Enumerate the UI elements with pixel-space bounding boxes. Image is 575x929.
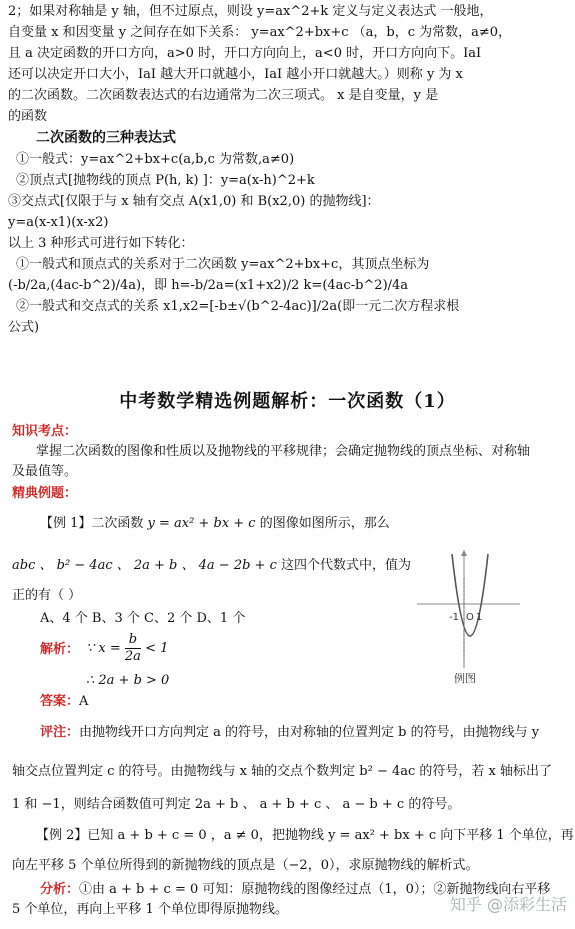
para-line: y=a(x-x1)(x-x2) — [8, 215, 109, 230]
para-line: 掌握二次函数的图像和性质以及抛物线的平移规律；会确定抛物线的顶点坐标、对称轴 — [36, 444, 531, 459]
example1-formula: y = ax² + bx + c — [147, 516, 256, 531]
para-line: ②顶点式[抛物线的顶点 P(h, k) ]：y=a(x-h)^2+k — [16, 173, 315, 188]
para-line: 的二次函数。二次函数表达式的右边通常为二次三项式。 x 是自变量，y 是 — [8, 88, 439, 103]
para-line: 还可以决定开口大小，IaI 越大开口就越小，IaI 越小开口就越大。）则称 y 为 x — [8, 67, 463, 82]
section-heading: 二次函数的三种表达式 — [36, 130, 176, 146]
para-line: 且 a 决定函数的开口方向，a>0 时，开口方向向上，a<0 时，开口方向向下。IaI — [8, 46, 482, 61]
example2-analysis-text: ①由 a + b + c = 0 可知：原抛物线的图像经过点（1，0）；②新抛物线向右平移 — [79, 882, 551, 897]
answer-line — [40, 692, 88, 711]
para-line: 2；如果对称轴是 y 轴，但不过原点，则设 y=ax^2+k 定义与定义表达式 一般地， — [8, 4, 493, 19]
parabola-graph — [412, 548, 522, 688]
fraction — [125, 632, 141, 665]
comment-label: 评注： — [40, 725, 80, 740]
para-line: ①一般式：y=ax^2+bx+c(a,b,c 为常数,a≠0) — [16, 152, 295, 167]
tick-label-origin: O — [466, 612, 474, 623]
knowledge-label: 知识考点： — [12, 424, 78, 439]
example1-suffix: 的图像如图所示，那么 — [255, 516, 390, 531]
y-axis-arrow — [461, 550, 467, 556]
example1-exprs-line — [12, 556, 411, 575]
tick-label-neg1: -1 — [449, 612, 459, 623]
para-line: 自变量 x 和因变量 y 之间存在如下关系： y=ax^2+bx+c （a，b，c 为常数，a≠0， — [8, 25, 512, 40]
answer-value: A — [79, 694, 89, 709]
watermark: 知乎 @添彩生活 — [449, 895, 567, 914]
example2-line: 向左平移 5 个单位所得到的新抛物线的顶点是（−2，0），求原抛物线的解析式。 — [12, 858, 479, 873]
comment-line: 轴交点位置判定 c 的符号。由抛物线与 x 轴的交点个数判定 b² − 4ac 的符号，若 x 轴标出了 — [12, 764, 552, 779]
comment-text: 由抛物线开口方向判定 a 的符号，由对称轴的位置判定 b 的符号，由抛物线与 y — [79, 725, 540, 740]
examples-label: 精典例题： — [12, 486, 78, 501]
therefore-line: ∴ 2a + b > 0 — [86, 673, 170, 688]
fraction-numerator: b — [125, 632, 141, 649]
para-line: 及最值等。 — [12, 464, 78, 479]
example1-question: 正的有（ ） — [12, 588, 82, 603]
example2-analysis-label: 分析： — [40, 882, 80, 897]
para-line: (-b/2a,(4ac-b^2)/4a)，即 h=-b/2a=(x1+x2)/2 k=(4ac-b^2)/4a — [8, 278, 409, 293]
comment-line: 1 和 −1，则结合函数值可判定 2a + b 、 a + b + c 、 a − b + c 的符号。 — [12, 797, 461, 812]
because-text: ∵ x = — [86, 641, 125, 656]
page-title: 中考数学精选例题解析：一次函数（1） — [119, 391, 456, 412]
example2-analysis-line: 5 个单位，再向上平移 1 个单位即得原抛物线。 — [12, 902, 288, 917]
example1-exprs: abc 、 b² − 4ac 、 2a + b 、 4a − 2b + c — [12, 558, 277, 573]
example1-prefix: 【例 1】二次函数 — [40, 516, 148, 531]
para-line: 的函数 — [8, 109, 48, 124]
para-line: ①一般式和顶点式的关系对于二次函数 y=ax^2+bx+c，其顶点坐标为 — [16, 257, 430, 272]
answer-label: 答案： — [40, 694, 80, 709]
example1-choices: A、4 个 B、3 个 C、2 个 D、1 个 — [40, 611, 246, 626]
tick-label-1: 1 — [476, 612, 483, 623]
para-line: ②一般式和交点式的关系 x1,x2=[-b±√(b^2-4ac)]/2a(即一元二次方程求根 — [16, 299, 460, 314]
para-line: 公式) — [8, 320, 40, 335]
less-than-text: < 1 — [140, 641, 169, 656]
para-line: ③交点式[仅限于与 x 轴有交点 A(x1,0) 和 B(x2,0) 的抛物线]： — [8, 194, 380, 209]
graph-caption: 例图 — [454, 672, 476, 685]
example1-stem — [40, 514, 390, 533]
comment-line — [40, 723, 539, 742]
analysis-label: 解析： — [40, 642, 80, 657]
fraction-denominator: 2a — [124, 649, 141, 664]
para-line: 以上 3 种形式可进行如下转化： — [8, 236, 194, 251]
parabola-curve — [452, 554, 488, 636]
example1-exprs-suffix: 这四个代数式中，值为 — [276, 558, 411, 573]
example2-line: 【例 2】已知 a + b + c = 0 ，a ≠ 0，把抛物线 y = ax² + bx + c 向下平移 1 个单位，再 — [36, 828, 574, 843]
analysis-formula — [86, 632, 168, 666]
